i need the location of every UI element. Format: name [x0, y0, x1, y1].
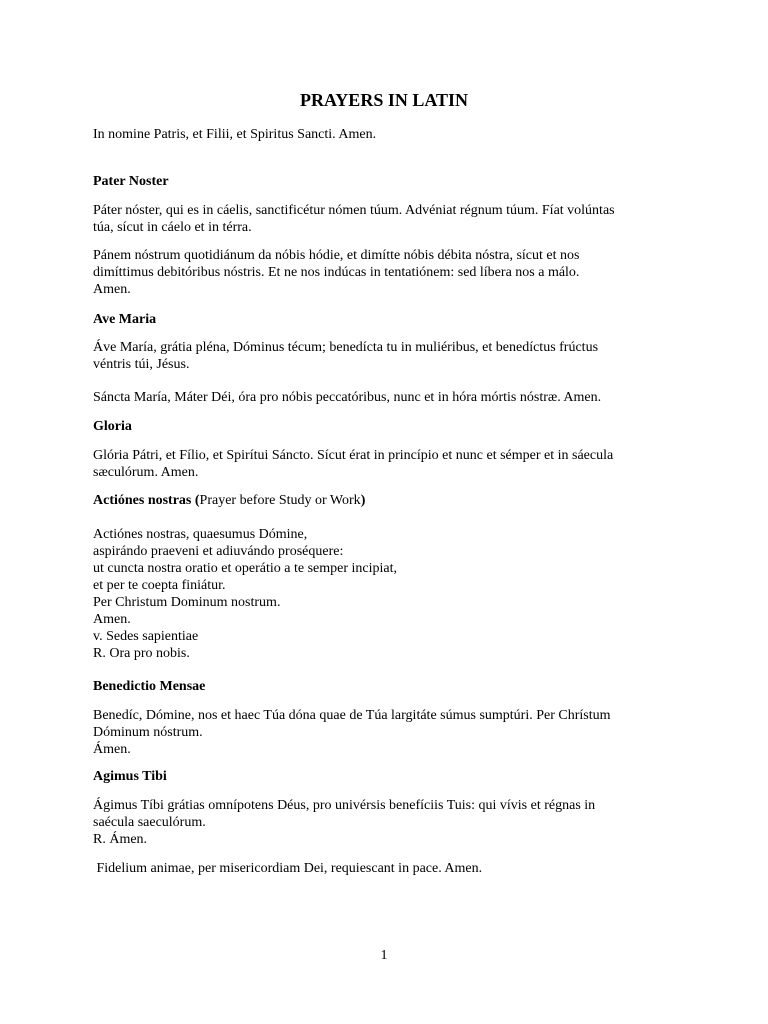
section-heading-actiones [93, 492, 683, 509]
text-line: Pánem nóstrum quotidiánum da nóbis hódie, et dimítte nóbis débita nóstra, sícut et nos [93, 248, 580, 263]
heading-close-paren: ) [360, 493, 366, 508]
paragraph-gloria [93, 447, 683, 481]
closing-prayer: Fidelium animae, per misericordiam Dei, requiescant in pace. Amen. [93, 861, 483, 876]
paragraph-ave-maria-1 [93, 339, 683, 373]
paragraph-benedictio [93, 707, 683, 758]
text-line: R. Ora pro nobis. [93, 646, 190, 661]
section-heading-gloria: Gloria [93, 419, 132, 434]
text-line: Amen. [93, 282, 131, 297]
section-heading-ave-maria: Ave Maria [93, 312, 157, 327]
paragraph-actiones [93, 526, 683, 662]
intro-text: In nomine Patris, et Filii, et Spiritus Sancti. Amen. [93, 127, 377, 142]
text-line: Dóminum nóstrum. [93, 725, 203, 740]
text-line: aspirándo praeveni et adiuvándo proséquere: [93, 544, 344, 559]
text-line: Páter nóster, qui es in cáelis, sanctificétur nómen túum. Advéniat régnum túum. Fíat volúntas [93, 203, 615, 218]
section-heading-agimus: Agimus Tibi [93, 769, 167, 784]
text-line: et per te coepta finiátur. [93, 578, 226, 593]
section-heading-benedictio: Benedictio Mensae [93, 679, 206, 694]
text-line: Per Christum Dominum nostrum. [93, 595, 281, 610]
page-title: PRAYERS IN LATIN [299, 90, 469, 110]
text-line: Benedíc, Dómine, nos et haec Túa dóna quae de Túa largitáte súmus sumptúri. Per Chrístum [93, 708, 611, 723]
text-line: dimíttimus debitóribus nóstris. Et ne nos indúcas in tentatiónem: sed líbera nos a málo. [93, 265, 580, 280]
text-line: Ámen. [93, 742, 131, 757]
text-line: Amen. [93, 612, 131, 627]
text-line: Sáncta María, Máter Déi, óra pro nóbis peccatóribus, nunc et in hóra mórtis nóstræ. Amen. [93, 390, 602, 405]
text-line: Ágimus Tíbi grátias omnípotens Déus, pro univérsis benefíciis Tuis: qui vívis et régnas in [93, 798, 596, 813]
text-line: véntris túi, Jésus. [93, 357, 190, 372]
text-line: sæculórum. Amen. [93, 465, 199, 480]
paragraph-pater-noster-1 [93, 202, 683, 236]
page-number: 1 [380, 948, 388, 963]
text-line: ut cuncta nostra oratio et operátio a te semper incipiat, [93, 561, 397, 576]
paragraph-agimus [93, 797, 683, 848]
paragraph-ave-maria-2 [93, 389, 683, 406]
text-line: Áve María, grátia pléna, Dóminus técum; benedícta tu in muliéribus, et benedíctus frúctus [93, 340, 599, 355]
text-line: túa, sícut in cáelo et in térra. [93, 220, 252, 235]
text-line: saécula saeculórum. [93, 815, 206, 830]
heading-bold-part: Actiónes nostras ( [93, 493, 200, 508]
text-line: Glória Pátri, et Fílio, et Spirítui Sáncto. Sícut érat in princípio et nunc et sémper et in sáecula [93, 448, 614, 463]
paragraph-pater-noster-2 [93, 247, 683, 298]
heading-note: Prayer before Study or Work [199, 493, 361, 508]
text-line: v. Sedes sapientiae [93, 629, 199, 644]
text-line: Actiónes nostras, quaesumus Dómine, [93, 527, 308, 542]
text-line: R. Ámen. [93, 832, 148, 847]
section-heading-pater-noster: Pater Noster [93, 174, 169, 189]
